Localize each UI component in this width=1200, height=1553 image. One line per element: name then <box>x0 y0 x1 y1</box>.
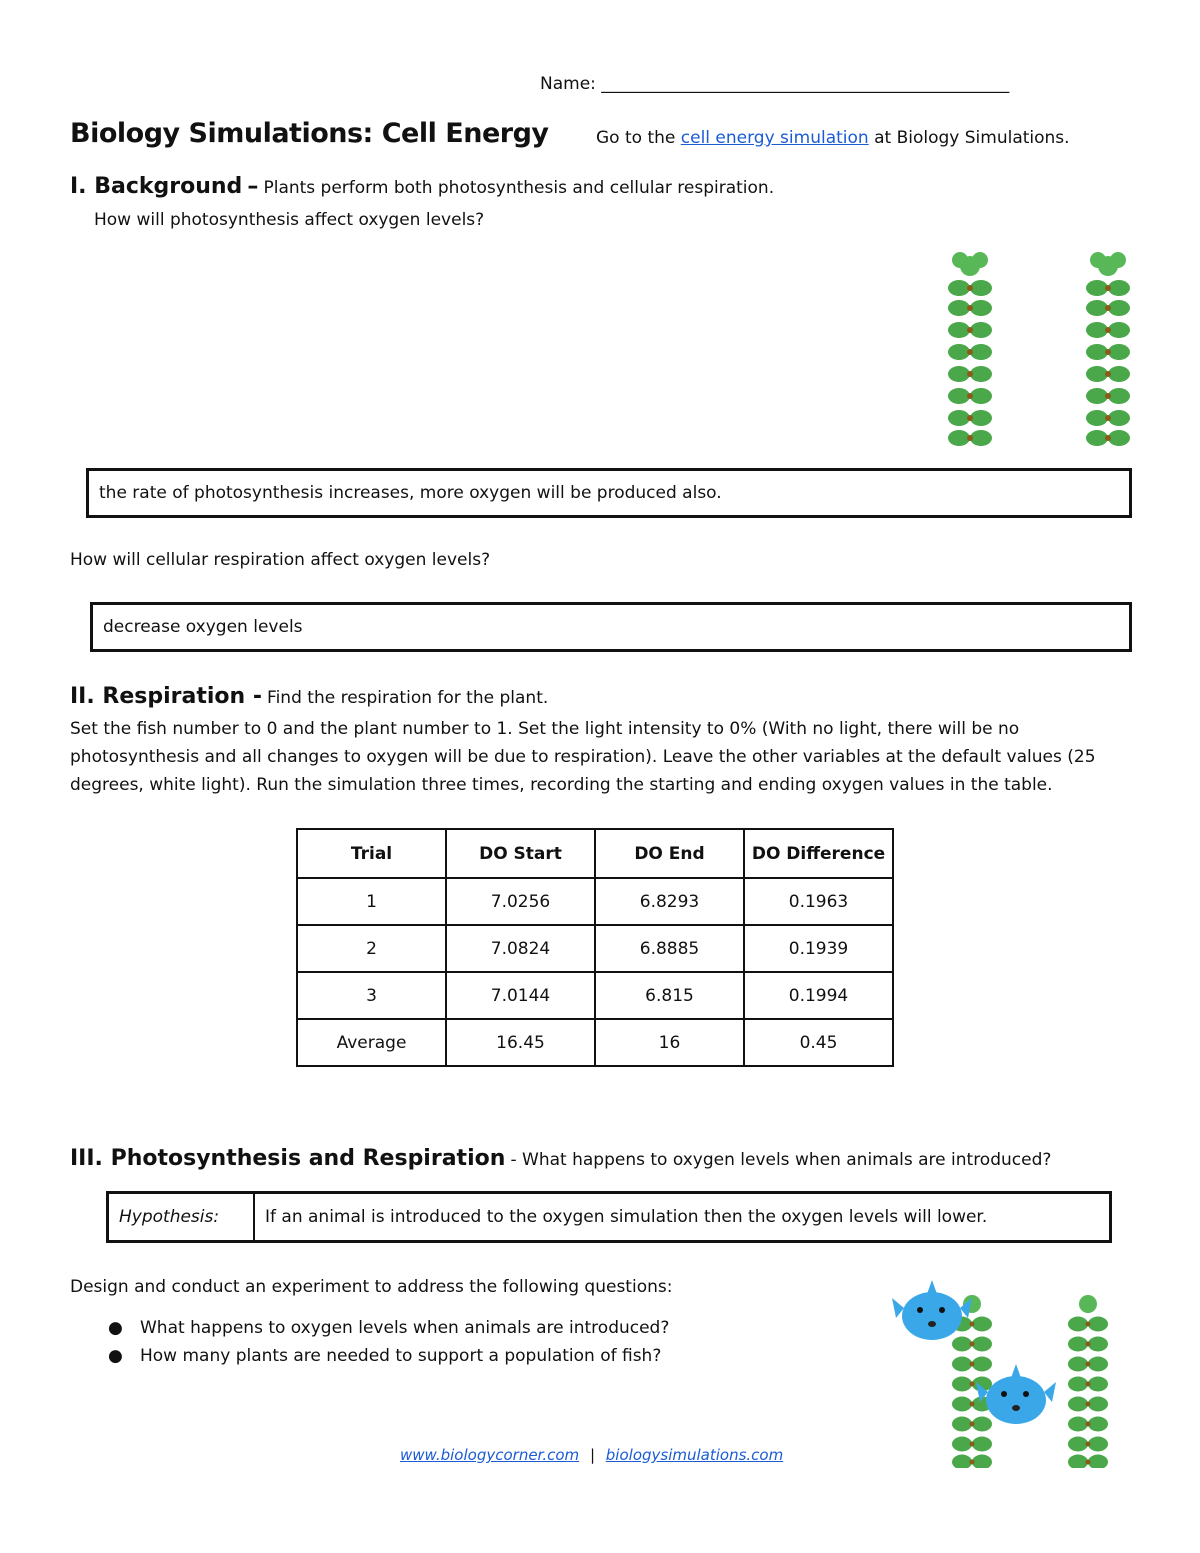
table-cell[interactable]: 0.1939 <box>744 925 893 972</box>
table-cell[interactable]: 16 <box>595 1019 744 1066</box>
design-instruction: Design and conduct an experiment to address the following questions: <box>70 1277 673 1297</box>
list-item <box>108 1318 669 1346</box>
list-item-text: How many plants are needed to support a population of fish? <box>140 1346 662 1366</box>
page-title: Biology Simulations: Cell Energy <box>70 118 549 149</box>
column-header: Trial <box>297 829 446 878</box>
name-field: Name: ________________________________________________ <box>540 74 1010 94</box>
column-header: DO End <box>595 829 744 878</box>
biologycorner-link[interactable]: www.biologycorner.com <box>400 1446 580 1464</box>
instruction-line: Set the fish number to 0 and the plant number to 1. Set the light intensity to 0% (With no light, there will be no <box>70 719 1020 739</box>
table-cell[interactable]: 1 <box>297 878 446 925</box>
instruction-line: degrees, white light). Run the simulation three times, recording the starting and ending oxygen values in the table. <box>70 775 1053 795</box>
question-photosynthesis: How will photosynthesis affect oxygen levels? <box>94 210 485 230</box>
table-cell[interactable]: 0.1963 <box>744 878 893 925</box>
hypothesis-label: Hypothesis: <box>109 1194 255 1240</box>
column-header: DO Start <box>446 829 595 878</box>
instruction-line: photosynthesis and all changes to oxygen will be due to respiration). Leave the other variables at the default values (25 <box>70 747 1096 767</box>
respiration-data-table <box>296 828 894 1067</box>
table-cell[interactable]: 0.45 <box>744 1019 893 1066</box>
goto-suffix: at Biology Simulations. <box>874 128 1070 148</box>
seaweed-plants-icon <box>930 252 1150 452</box>
footer-separator: | <box>589 1446 595 1464</box>
cell-energy-simulation-link[interactable]: cell energy simulation <box>680 128 869 148</box>
goto-prefix: Go to the <box>596 128 676 148</box>
table-row <box>297 925 893 972</box>
table-header-row <box>297 829 893 878</box>
answer-respiration[interactable]: decrease oxygen levels <box>90 602 1132 652</box>
table-cell[interactable]: 6.8885 <box>595 925 744 972</box>
table-cell[interactable]: 6.8293 <box>595 878 744 925</box>
section-intro: Plants perform both photosynthesis and cellular respiration. <box>263 178 775 198</box>
footer-links <box>400 1446 783 1464</box>
goto-instruction <box>596 128 1070 148</box>
section-intro: - What happens to oxygen levels when animals are introduced? <box>510 1150 1052 1170</box>
answer-photosynthesis[interactable]: the rate of photosynthesis increases, more oxygen will be produced also. <box>86 468 1132 518</box>
section-heading: II. Respiration - <box>70 684 262 709</box>
table-row <box>297 1019 893 1066</box>
table-cell[interactable]: 3 <box>297 972 446 1019</box>
hypothesis-answer[interactable]: If an animal is introduced to the oxygen simulation then the oxygen levels will lower. <box>265 1207 988 1227</box>
bullet-icon: ● <box>108 1346 123 1366</box>
list-item-text: What happens to oxygen levels when animals are introduced? <box>140 1318 670 1338</box>
respiration-instructions <box>70 715 1150 799</box>
section-photosynthesis-respiration-heading <box>70 1146 1051 1171</box>
table-cell[interactable]: 16.45 <box>446 1019 595 1066</box>
column-header: DO Difference <box>744 829 893 878</box>
table-cell[interactable]: 6.815 <box>595 972 744 1019</box>
section-intro: Find the respiration for the plant. <box>267 688 549 708</box>
bullet-icon: ● <box>108 1318 123 1338</box>
table-cell[interactable]: 0.1994 <box>744 972 893 1019</box>
table-cell[interactable]: 2 <box>297 925 446 972</box>
table-cell[interactable]: 7.0824 <box>446 925 595 972</box>
dash: – <box>247 174 259 199</box>
fish-and-plants-icon <box>890 1276 1130 1468</box>
section-heading: III. Photosynthesis and Respiration <box>70 1146 506 1171</box>
list-item <box>108 1346 669 1374</box>
table-cell[interactable]: 7.0256 <box>446 878 595 925</box>
table-row <box>297 878 893 925</box>
biologysimulations-link[interactable]: biologysimulations.com <box>605 1446 784 1464</box>
section-background-heading <box>70 174 774 199</box>
table-cell[interactable]: Average <box>297 1019 446 1066</box>
table-row <box>297 972 893 1019</box>
section-heading: I. Background <box>70 174 243 199</box>
question-list <box>108 1318 669 1374</box>
table-cell[interactable]: 7.0144 <box>446 972 595 1019</box>
hypothesis-box <box>106 1191 1112 1243</box>
section-respiration-heading <box>70 684 548 709</box>
question-respiration: How will cellular respiration affect oxygen levels? <box>70 550 491 570</box>
